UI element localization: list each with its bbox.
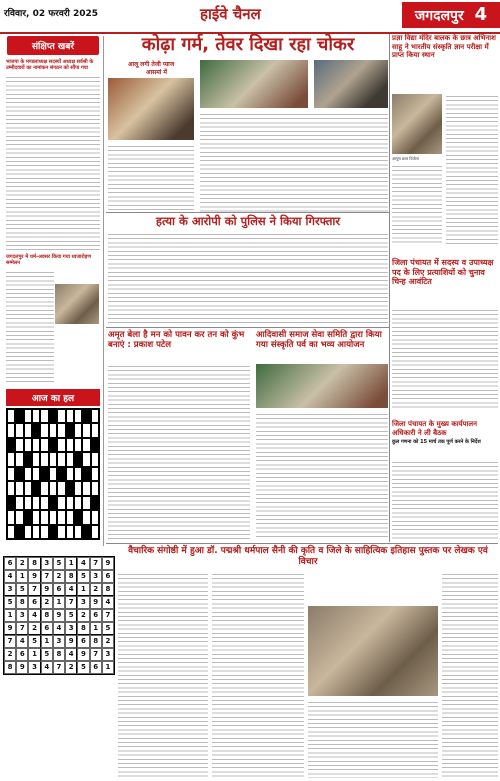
sudoku-cell: 6: [4, 557, 16, 570]
sudoku-cell: 9: [102, 557, 114, 570]
sudoku-cell: 2: [28, 622, 40, 635]
bottom-body-3: [308, 700, 438, 778]
lower-left-body: [108, 364, 250, 540]
left-column: [3, 36, 104, 546]
bottom-headline: वैचारिक संगोष्ठी में हुआ डॉ. पद्मश्री धर्मपाल सैनी की कृति व जिले के साहित्यिक इतिहास पुस्तक पर लेखक एवं विचार: [128, 546, 488, 567]
right-story: [392, 34, 498, 254]
sudoku-cell: 9: [41, 583, 53, 596]
sudoku-cell: 5: [41, 648, 53, 661]
edition-badge: [402, 2, 500, 28]
event-photo: [256, 364, 388, 408]
sudoku-cell: 7: [28, 583, 40, 596]
stall-photo: [314, 60, 388, 108]
sudoku-cell: 8: [65, 570, 77, 583]
lower-mid-headline: आदिवासी समाज सेवा समिति द्वारा किया गया संस्कृति पर्व का भव्य आयोजन: [256, 330, 382, 350]
student-photo: [392, 94, 442, 154]
bottom-body-1: [118, 572, 208, 778]
sudoku-cell: 3: [90, 570, 102, 583]
sudoku-cell: 1: [90, 622, 102, 635]
right3-body: [392, 460, 498, 540]
sudoku-cell: 4: [28, 609, 40, 622]
right3-subhead: कुल गणना को 15 मार्च तक पूर्ण करने के निर्देश: [392, 439, 481, 445]
sudoku-cell: 3: [4, 583, 16, 596]
main-subhead: आलू लगी तेजी प्याज: [128, 61, 175, 68]
issue-date: रविवार, 02 फरवरी 2025: [4, 9, 99, 19]
sudoku-cell: 9: [4, 622, 16, 635]
sudoku-cell: 1: [77, 583, 89, 596]
sudoku-cell: 5: [77, 570, 89, 583]
crossword-grid: [6, 408, 100, 540]
bottom-story: [118, 546, 498, 778]
sudoku-cell: 8: [4, 661, 16, 674]
divider-rule: [106, 212, 390, 213]
lower-left-headline: अमृत बेला है मन को पावन कर तन को कुंभ बनाएं : प्रकाश पटेल: [108, 330, 245, 350]
right-body-2: [392, 164, 442, 244]
photo-caption: आयुष छात्र विजेता: [392, 156, 419, 161]
divider-rule: [106, 543, 498, 544]
sudoku-cell: 7: [53, 661, 65, 674]
sudoku-cell: 4: [77, 557, 89, 570]
sudoku-cell: 9: [90, 596, 102, 609]
brief-photo: [55, 284, 99, 324]
right3-headline: जिला पंचायत के मुख्य कार्यपालन अधिकारी ने ली बैठक: [392, 420, 477, 437]
sudoku-cell: 3: [41, 557, 53, 570]
sudoku-cell: 6: [41, 622, 53, 635]
sudoku-cell: 8: [102, 583, 114, 596]
sudoku-cell: 1: [102, 661, 114, 674]
main-headline: कोढ़ा गर्म, तेवर दिखा रहा चोकर: [141, 34, 355, 55]
sudoku-cell: 3: [77, 596, 89, 609]
sudoku-cell: 1: [28, 648, 40, 661]
sudoku-cell: 2: [90, 583, 102, 596]
brief-body-1: [6, 75, 100, 250]
right-story-2: [392, 258, 498, 418]
vegetable-photo: [200, 60, 308, 108]
edition-name: जगदलपुर: [414, 8, 464, 24]
sudoku-cell: 3: [28, 661, 40, 674]
sudoku-cell: 7: [41, 570, 53, 583]
sudoku-cell: 5: [102, 622, 114, 635]
sudoku-cell: 8: [28, 557, 40, 570]
sudoku-cell: 7: [4, 635, 16, 648]
sudoku-cell: 2: [16, 557, 28, 570]
sudoku-grid: [3, 556, 115, 675]
right-story-3: [392, 420, 498, 540]
sudoku-cell: 8: [41, 609, 53, 622]
sudoku-cell: 2: [53, 570, 65, 583]
crime-body: [108, 232, 388, 324]
sudoku-cell: 1: [41, 635, 53, 648]
sudoku-cell: 3: [65, 622, 77, 635]
sudoku-cell: 2: [4, 648, 16, 661]
sudoku-cell: 5: [28, 635, 40, 648]
sudoku-cell: 8: [16, 596, 28, 609]
sudoku-cell: 9: [65, 635, 77, 648]
sudoku-cell: 2: [77, 609, 89, 622]
sudoku-cell: 6: [53, 583, 65, 596]
right2-headline: जिला पंचायत में सदस्य व उपाध्यक्ष पद के लिए प्रत्याशियों को चुनाव चिन्ह आवंटित: [392, 258, 494, 286]
lower-mid-body: [256, 412, 388, 540]
sudoku-cell: 8: [53, 648, 65, 661]
sudoku-cell: 3: [53, 635, 65, 648]
sudoku-cell: 4: [102, 596, 114, 609]
paper-name: हाईवे चैनल: [200, 5, 261, 23]
sudoku-cell: 4: [41, 661, 53, 674]
sudoku-cell: 9: [16, 661, 28, 674]
sudoku-cell: 2: [102, 635, 114, 648]
sudoku-cell: 7: [90, 557, 102, 570]
brief-body-2: [6, 270, 54, 385]
sudoku-cell: 4: [65, 648, 77, 661]
sudoku-cell: 7: [65, 596, 77, 609]
main-story: [108, 34, 388, 214]
bottom-body-2: [212, 572, 304, 778]
bottom-body-4: [442, 572, 498, 778]
sudoku-cell: 3: [16, 609, 28, 622]
sudoku-cell: 2: [41, 596, 53, 609]
main-body: [200, 112, 388, 212]
sudoku-cell: 7: [16, 622, 28, 635]
sudoku-cell: 4: [53, 622, 65, 635]
sudoku-cell: 5: [4, 596, 16, 609]
puzzle-title: आज का हल: [6, 389, 100, 406]
brief-headline-1: भाजपा के मण्डलाध्यक्ष सदस्यों अध्यक्ष सर्वश्री के उम्मीदवारों का नामांकन संगठन को सौंपा गया: [6, 59, 94, 71]
sudoku-cell: 5: [77, 661, 89, 674]
sudoku-cell: 6: [90, 609, 102, 622]
sudoku-cell: 6: [90, 661, 102, 674]
sudoku-cell: 7: [102, 609, 114, 622]
right2-body: [392, 308, 498, 408]
divider-rule: [106, 327, 390, 328]
sudoku-cell: 9: [53, 609, 65, 622]
sudoku-cell: 6: [28, 596, 40, 609]
section-title: संक्षिप्त खबरें: [7, 36, 99, 55]
sudoku-cell: 5: [53, 557, 65, 570]
sudoku-cell: 8: [90, 635, 102, 648]
sudoku-cell: 1: [16, 570, 28, 583]
sudoku-cell: 2: [65, 661, 77, 674]
crime-headline: हत्या के आरोपी को पुलिस ने किया गिरफ्तार: [155, 214, 341, 228]
brief-headline-2: जगदलपुर में धर्म-अवसर किया गया ध्वजारोहण सम्मेलन: [6, 254, 91, 266]
sudoku-cell: 5: [16, 583, 28, 596]
main-body-left: [108, 144, 194, 212]
sudoku-cell: 6: [77, 635, 89, 648]
main-subhead-2: आसमां में: [146, 69, 168, 76]
sudoku-cell: 1: [4, 609, 16, 622]
masthead: [0, 0, 500, 34]
right-body: [446, 94, 498, 244]
sudoku-cell: 9: [28, 570, 40, 583]
sudoku-cell: 8: [77, 622, 89, 635]
right-headline: प्रज्ञा विद्या मंदिर बालक के छात्र अभिनाश साहू ने भारतीय संस्कृति ज्ञान परीक्षा में प्राप्त किया स्थान: [392, 34, 496, 59]
sudoku-cell: 6: [102, 570, 114, 583]
sudoku-cell: 4: [16, 635, 28, 648]
sudoku-cell: 3: [102, 648, 114, 661]
lower-mid-story: [256, 330, 388, 540]
sudoku-cell: 6: [16, 648, 28, 661]
divider-rule: [389, 34, 390, 542]
lower-left-story: [108, 330, 250, 540]
sudoku-cell: 5: [65, 609, 77, 622]
sudoku-cell: 9: [77, 648, 89, 661]
page-number: 4: [474, 4, 488, 25]
bottom-photo: [308, 606, 438, 696]
sudoku-cell: 1: [53, 596, 65, 609]
sudoku-cell: 4: [65, 583, 77, 596]
sudoku-cell: 4: [4, 570, 16, 583]
sudoku-cell: 1: [65, 557, 77, 570]
market-photo: [108, 78, 194, 140]
sudoku-cell: 7: [90, 648, 102, 661]
